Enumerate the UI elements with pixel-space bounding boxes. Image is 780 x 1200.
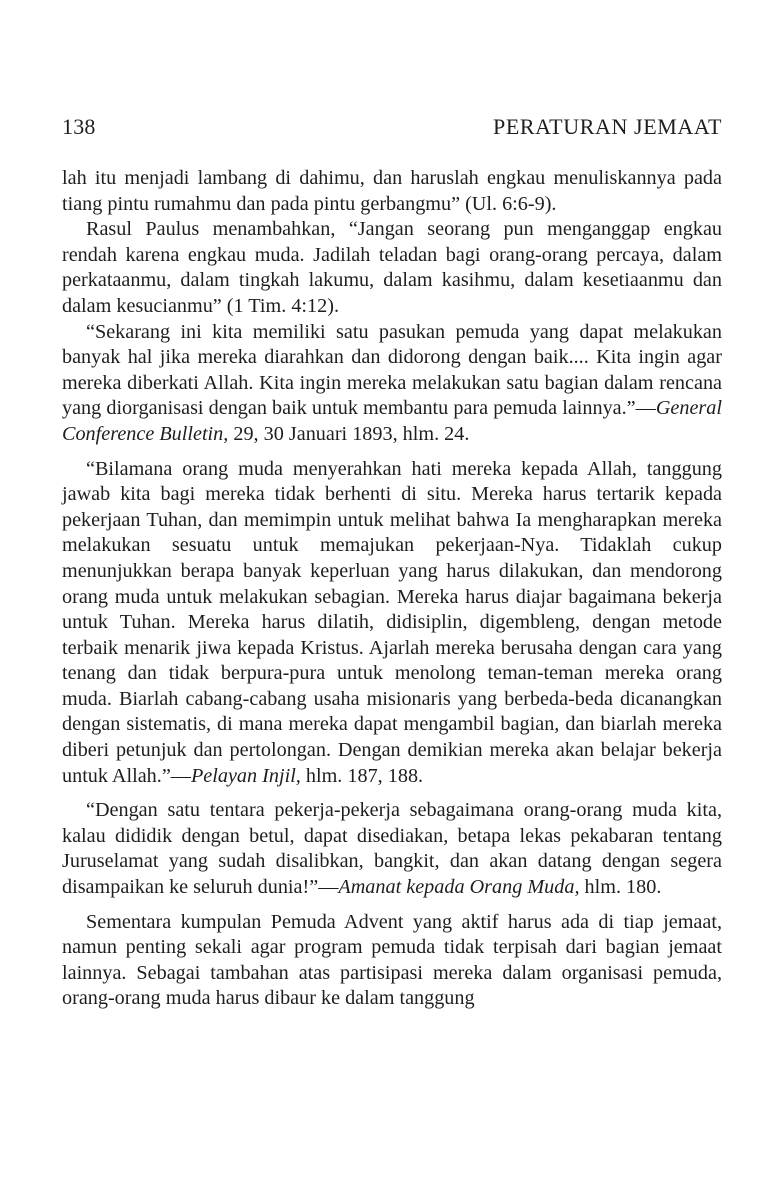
paragraph-paulus: [62, 217, 722, 319]
paragraph-text: “Sekarang ini kita memiliki satu pasukan pemuda yang dapat melakukan banyak hal jika mereka diarahkan dan didorong dengan baik.... Kita ingin agar mereka diberkati Allah. Kita ingin mereka melakukan satu bagian dalam rencana yang diorganisasi dengan baik untuk membantu para pemuda lainnya.”—: [62, 320, 722, 420]
paragraph-text: “Bilamana orang muda menyerahkan hati mereka kepada Allah, tanggung jawab kita bagi mereka tidak berhenti di situ. Mereka harus tertarik kepada pekerjaan Tuhan, dan memimpin untuk melihat bahwa Ia mengharapkan mereka melakukan sesuatu untuk memajukan pekerjaan-Nya. Tidaklah cukup menunjukkan berapa banyak keperluan yang harus dilakukan, dan mendorong orang muda untuk melakukan sebagian. Mereka harus diajar bagaimana bekerja untuk Tuhan. Mereka harus dilatih, didisiplin, digembleng, dengan metode terbaik menarik jiwa kepada Kristus. Ajarlah mereka berusaha dengan cara yang tenang dan tidak berpura-pura untuk menolong teman-teman mereka orang muda. Biarlah cabang-cabang usaha misionaris yang berbeda-beda dicanangkan dengan sistematis, di mana mereka dapat mengambil bagian, dan biarlah mereka diberi petunjuk dan pertolongan. Dengan demikian mereka akan belajar bekerja untuk Allah.”—: [62, 457, 722, 787]
citation-source: General Conference Bulletin,: [62, 397, 722, 445]
paragraph-text: “Dengan satu tentara pekerja-pekerja sebagaimana orang-orang muda kita, kalau dididik dengan betul, dapat disediakan, betapa lekas pekabaran tentang Juruselamat yang sudah disalibkan, bangkit, dan akan datang dengan segera disampaikan ke seluruh dunia!”—: [62, 799, 722, 899]
page-number: 138: [62, 114, 96, 139]
paragraph-pemuda-advent: [62, 910, 722, 1012]
body-text: [62, 166, 722, 1012]
book-page: [62, 112, 722, 1012]
paragraph-text: Sementara kumpulan Pemuda Advent yang aktif harus ada di tiap jemaat, namun penting sekali agar program pemuda tidak terpisah dari bagian jemaat lainnya. Sebagai tambahan atas partisipasi mereka dalam organisasi pemuda, orang-orang muda harus dibaur ke dalam tanggung: [62, 910, 722, 1010]
paragraph-text: lah itu menjadi lambang di dahimu, dan haruslah engkau menuliskannya pada tiang pintu rumahmu dan pada pintu gerbangmu” (Ul. 6:6-9).: [62, 167, 722, 215]
paragraph-continuation: [62, 166, 722, 217]
paragraph-quote-gc-bulletin: [62, 320, 722, 448]
running-header: [62, 112, 722, 142]
paragraph-quote-pelayan-injil: [62, 457, 722, 790]
citation-detail: hlm. 180.: [579, 876, 662, 899]
paragraph-text: Rasul Paulus menambahkan, “Jangan seorang pun menganggap engkau rendah karena engkau muda. Jadilah teladan bagi orang-orang percaya, dalam perkataanmu, dalam tingkah lakumu, dalam kasihmu, dalam kesetiaanmu dan dalam kesucianmu” (1 Tim. 4:12).: [62, 218, 722, 317]
citation-source: Pelayan Injil,: [190, 764, 301, 787]
citation-source: Amanat kepada Orang Muda,: [338, 876, 580, 899]
paragraph-quote-amanat: [62, 798, 722, 900]
citation-detail: hlm. 187, 188.: [300, 764, 424, 787]
citation-detail: 29, 30 Januari 1893, hlm. 24.: [228, 422, 470, 445]
running-title: PERATURAN JEMAAT: [492, 114, 722, 139]
